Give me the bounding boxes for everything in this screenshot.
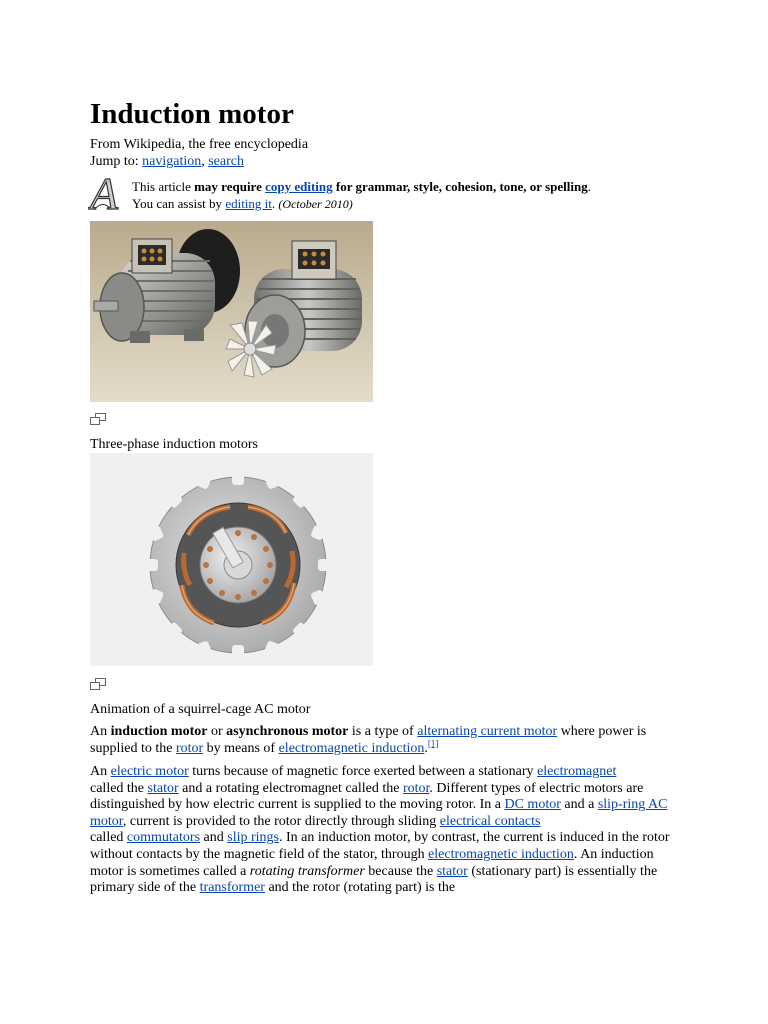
jump-to-links <box>90 153 244 170</box>
rotor-link[interactable]: rotor <box>402 780 430 796</box>
copy-edit-letter-a-icon <box>88 170 128 214</box>
intro-paragraph: An induction motor or asynchronous motor is a type of alternating current motor where power is supplied to the rotor by means of electromagnetic induction.[1] <box>90 724 647 756</box>
alternating-current-motor-link[interactable]: alternating current motor <box>417 724 558 739</box>
figure-caption: Three-phase induction motors <box>90 437 258 452</box>
three-phase-induction-motors-photo[interactable] <box>90 221 373 402</box>
copy-editing-link[interactable]: copy editing <box>265 179 333 194</box>
body-paragraph: An electric motor turns because of magnetic force exerted between a stationary electromagnet called the stator and a rotating electromagnet called the rotor. Different types of electric motors are distinguished by how electric current is supplied to the moving rotor. In a DC motor and a slip-ring AC motor, current is provided to the rotor directly through sliding electrical contacts called commutators and slip rings. In an induction motor, by contrast, the current is induced in the rotor without contacts by the magnetic field of the stator, through electromagnetic induction. An induction motor is sometimes called a rotating transformer because the stator (stationary part) is essentially the primary side of the transformer and the rotor (rotating part) is the <box>90 764 670 896</box>
rotor-link[interactable]: rotor <box>175 740 204 756</box>
squirrel-cage-ac-motor-animation[interactable] <box>90 453 373 666</box>
slip-rings-link[interactable]: slip rings <box>227 830 279 846</box>
dc-motor-link[interactable]: DC motor <box>504 797 561 813</box>
electromagnet-link[interactable]: electromagnet <box>537 764 617 779</box>
banner-bold: may require <box>194 179 266 194</box>
bold-term: asynchronous motor <box>226 724 349 739</box>
commutators-link[interactable]: commutators <box>126 830 201 846</box>
banner-text: . <box>587 179 591 194</box>
electrical-contacts-link[interactable]: electrical contacts <box>439 813 541 829</box>
banner-text: You can assist by <box>132 196 226 211</box>
bold-term: induction motor <box>110 724 208 739</box>
slip-ring-ac-motor-link[interactable]: slip-ring AC motor <box>90 797 668 829</box>
electromagnetic-induction-link[interactable]: electromagnetic induction <box>278 740 425 756</box>
jump-separator: , <box>201 154 205 169</box>
stator-link[interactable]: stator <box>436 863 468 879</box>
banner-text: This article <box>132 179 195 194</box>
banner-date: (October 2010) <box>278 197 353 211</box>
site-subtitle: From Wikipedia, the free encyclopedia <box>90 137 309 152</box>
page-title: Induction motor <box>90 98 294 130</box>
transformer-link[interactable]: transformer <box>199 880 265 896</box>
maintenance-banner-line1 <box>132 179 591 195</box>
navigation-link[interactable]: navigation <box>142 154 202 169</box>
banner-bold: for grammar, style, cohesion, tone, or spelling <box>332 179 588 194</box>
maintenance-banner-line2 <box>132 196 353 212</box>
electric-motor-link[interactable]: electric motor <box>110 764 189 779</box>
jump-to-label: Jump to: <box>90 154 139 169</box>
magnify-clip-icon[interactable] <box>90 678 106 690</box>
electromagnetic-induction-link[interactable]: electromagnetic induction <box>428 846 574 862</box>
magnify-clip-icon[interactable] <box>90 413 106 425</box>
editing-it-link[interactable]: editing it <box>225 196 272 211</box>
italic-term: rotating transformer <box>249 863 365 879</box>
figure-caption: Animation of a squirrel-cage AC motor <box>90 702 311 717</box>
stator-link[interactable]: stator <box>147 780 179 796</box>
svg-text:A: A <box>90 170 119 214</box>
search-link[interactable]: search <box>208 154 244 169</box>
reference-1-link[interactable]: [1] <box>427 737 439 748</box>
banner-text: . <box>271 196 276 211</box>
